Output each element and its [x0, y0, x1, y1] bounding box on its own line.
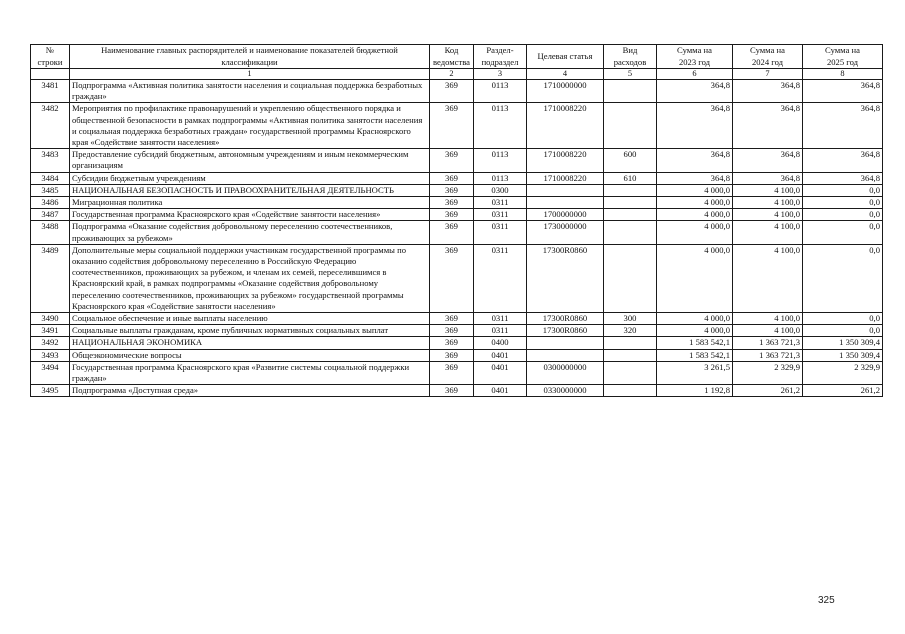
header-sum-2024: Сумма на 2024 год [733, 45, 803, 69]
table-row [31, 361, 883, 384]
sum-2025-cell: 0,0 [803, 244, 883, 312]
table-row [31, 221, 883, 244]
sum-2024-cell: 4 100,0 [733, 325, 803, 337]
sum-2024-cell: 4 100,0 [733, 221, 803, 244]
table-row [31, 209, 883, 221]
name-cell: Подпрограмма «Оказание содействия добровольному переселению соотечественников, проживающих за рубежом» [70, 221, 430, 244]
header-row [31, 45, 883, 69]
header-target-item: Целевая статья [527, 45, 604, 69]
table-row [31, 244, 883, 312]
name-cell: Государственная программа Красноярского края «Развитие системы социальной поддержки граждан» [70, 361, 430, 384]
sum-2025-cell: 261,2 [803, 385, 883, 397]
section-cell: 0311 [474, 244, 527, 312]
expense-type-cell [604, 209, 657, 221]
department-code-cell: 369 [430, 361, 474, 384]
target-item-cell: 17300R0860 [527, 325, 604, 337]
sum-2023-cell: 4 000,0 [657, 325, 733, 337]
sum-2023-cell: 3 261,5 [657, 361, 733, 384]
name-cell: НАЦИОНАЛЬНАЯ ЭКОНОМИКА [70, 337, 430, 349]
row-number-cell: 3492 [31, 337, 70, 349]
row-number-cell: 3483 [31, 149, 70, 172]
sum-2023-cell: 1 583 542,1 [657, 337, 733, 349]
table-row [31, 385, 883, 397]
column-number-row [31, 69, 883, 80]
header-expense-type: Вид расходов [604, 45, 657, 69]
name-cell: Подпрограмма «Доступная среда» [70, 385, 430, 397]
section-cell: 0113 [474, 149, 527, 172]
table-row [31, 184, 883, 196]
sum-2024-cell: 261,2 [733, 385, 803, 397]
section-cell: 0401 [474, 385, 527, 397]
name-cell: Социальные выплаты гражданам, кроме публичных нормативных социальных выплат [70, 325, 430, 337]
section-cell: 0401 [474, 349, 527, 361]
column-number: 3 [474, 69, 527, 80]
department-code-cell: 369 [430, 313, 474, 325]
department-code-cell: 369 [430, 103, 474, 149]
sum-2023-cell: 4 000,0 [657, 244, 733, 312]
department-code-cell: 369 [430, 244, 474, 312]
sum-2023-cell: 364,8 [657, 80, 733, 103]
target-item-cell: 1730000000 [527, 221, 604, 244]
header-section: Раздел- подраздел [474, 45, 527, 69]
row-number-cell: 3485 [31, 184, 70, 196]
target-item-cell [527, 337, 604, 349]
sum-2023-cell: 1 583 542,1 [657, 349, 733, 361]
row-number-cell: 3493 [31, 349, 70, 361]
department-code-cell: 369 [430, 197, 474, 209]
row-number-cell: 3487 [31, 209, 70, 221]
sum-2024-cell: 364,8 [733, 172, 803, 184]
column-number: 1 [70, 69, 430, 80]
target-item-cell: 1710000000 [527, 80, 604, 103]
section-cell: 0311 [474, 209, 527, 221]
budget-sheet [30, 44, 883, 397]
header-department-code: Код ведомства [430, 45, 474, 69]
sum-2024-cell: 4 100,0 [733, 209, 803, 221]
name-cell: НАЦИОНАЛЬНАЯ БЕЗОПАСНОСТЬ И ПРАВООХРАНИТЕЛЬНАЯ ДЕЯТЕЛЬНОСТЬ [70, 184, 430, 196]
sum-2024-cell: 364,8 [733, 149, 803, 172]
sum-2023-cell: 364,8 [657, 149, 733, 172]
sum-2023-cell: 364,8 [657, 103, 733, 149]
department-code-cell: 369 [430, 184, 474, 196]
name-cell: Общеэкономические вопросы [70, 349, 430, 361]
page-number: 325 [818, 595, 835, 606]
header-row-number: № строки [31, 45, 70, 69]
column-number: 7 [733, 69, 803, 80]
expense-type-cell: 600 [604, 149, 657, 172]
sum-2025-cell: 0,0 [803, 313, 883, 325]
header-sum-2025: Сумма на 2025 год [803, 45, 883, 69]
sum-2024-cell: 4 100,0 [733, 244, 803, 312]
department-code-cell: 369 [430, 172, 474, 184]
row-number-cell: 3490 [31, 313, 70, 325]
table-row [31, 172, 883, 184]
section-cell: 0311 [474, 221, 527, 244]
table-row [31, 349, 883, 361]
row-number-cell: 3488 [31, 221, 70, 244]
target-item-cell: 0330000000 [527, 385, 604, 397]
sum-2023-cell: 4 000,0 [657, 197, 733, 209]
sum-2024-cell: 2 329,9 [733, 361, 803, 384]
target-item-cell: 1710008220 [527, 172, 604, 184]
sum-2024-cell: 1 363 721,3 [733, 349, 803, 361]
sum-2025-cell: 0,0 [803, 184, 883, 196]
row-number-cell: 3491 [31, 325, 70, 337]
target-item-cell: 17300R0860 [527, 313, 604, 325]
section-cell: 0113 [474, 172, 527, 184]
table-row [31, 80, 883, 103]
department-code-cell: 369 [430, 385, 474, 397]
section-cell: 0400 [474, 337, 527, 349]
target-item-cell: 1700000000 [527, 209, 604, 221]
sum-2025-cell: 1 350 309,4 [803, 349, 883, 361]
sum-2025-cell: 0,0 [803, 197, 883, 209]
sum-2025-cell: 364,8 [803, 103, 883, 149]
header-name: Наименование главных распорядителей и наименование показателей бюджетной классификации [70, 45, 430, 69]
column-number: 5 [604, 69, 657, 80]
column-number: 2 [430, 69, 474, 80]
column-number [31, 69, 70, 80]
name-cell: Миграционная политика [70, 197, 430, 209]
expense-type-cell [604, 80, 657, 103]
department-code-cell: 369 [430, 149, 474, 172]
name-cell: Субсидии бюджетным учреждениям [70, 172, 430, 184]
department-code-cell: 369 [430, 337, 474, 349]
row-number-cell: 3484 [31, 172, 70, 184]
sum-2024-cell: 4 100,0 [733, 184, 803, 196]
name-cell: Государственная программа Красноярского края «Содействие занятости населения» [70, 209, 430, 221]
sum-2025-cell: 0,0 [803, 209, 883, 221]
table-row [31, 197, 883, 209]
sum-2023-cell: 4 000,0 [657, 184, 733, 196]
table-row [31, 313, 883, 325]
department-code-cell: 369 [430, 80, 474, 103]
expense-type-cell [604, 103, 657, 149]
department-code-cell: 369 [430, 209, 474, 221]
sum-2025-cell: 364,8 [803, 149, 883, 172]
expense-type-cell [604, 349, 657, 361]
row-number-cell: 3486 [31, 197, 70, 209]
sum-2023-cell: 364,8 [657, 172, 733, 184]
sum-2023-cell: 4 000,0 [657, 313, 733, 325]
sum-2024-cell: 4 100,0 [733, 197, 803, 209]
row-number-cell: 3482 [31, 103, 70, 149]
table-row [31, 103, 883, 149]
table-row [31, 149, 883, 172]
expense-type-cell [604, 337, 657, 349]
expense-type-cell: 610 [604, 172, 657, 184]
target-item-cell [527, 197, 604, 209]
section-cell: 0300 [474, 184, 527, 196]
sum-2023-cell: 4 000,0 [657, 209, 733, 221]
sum-2023-cell: 4 000,0 [657, 221, 733, 244]
section-cell: 0311 [474, 197, 527, 209]
department-code-cell: 369 [430, 325, 474, 337]
column-number: 4 [527, 69, 604, 80]
row-number-cell: 3489 [31, 244, 70, 312]
sum-2025-cell: 364,8 [803, 172, 883, 184]
target-item-cell: 1710008220 [527, 149, 604, 172]
sum-2024-cell: 364,8 [733, 80, 803, 103]
sum-2024-cell: 4 100,0 [733, 313, 803, 325]
section-cell: 0113 [474, 103, 527, 149]
sum-2025-cell: 0,0 [803, 325, 883, 337]
column-number: 6 [657, 69, 733, 80]
sum-2025-cell: 364,8 [803, 80, 883, 103]
row-number-cell: 3494 [31, 361, 70, 384]
department-code-cell: 369 [430, 221, 474, 244]
table-row [31, 325, 883, 337]
section-cell: 0311 [474, 313, 527, 325]
header-sum-2023: Сумма на 2023 год [657, 45, 733, 69]
sum-2025-cell: 0,0 [803, 221, 883, 244]
department-code-cell: 369 [430, 349, 474, 361]
name-cell: Подпрограмма «Активная политика занятости населения и социальная поддержка безработных граждан» [70, 80, 430, 103]
table-row [31, 337, 883, 349]
section-cell: 0113 [474, 80, 527, 103]
expense-type-cell [604, 361, 657, 384]
sum-2024-cell: 364,8 [733, 103, 803, 149]
row-number-cell: 3481 [31, 80, 70, 103]
expense-type-cell [604, 184, 657, 196]
target-item-cell [527, 184, 604, 196]
expense-type-cell [604, 221, 657, 244]
target-item-cell: 0300000000 [527, 361, 604, 384]
sum-2023-cell: 1 192,8 [657, 385, 733, 397]
name-cell: Дополнительные меры социальной поддержки участникам государственной программы по оказанию содействия добровольному переселению в Российскую Федерацию соотечественников, проживающих за рубежом, и членам их семей, переселившимся в Красноярский край, в рамках подпрограммы «Оказание содействия добровольному переселению соотечественников, проживающих за рубежом» государственной программы Красноярского края «Содействие занятости населения» [70, 244, 430, 312]
name-cell: Социальное обеспечение и иные выплаты населению [70, 313, 430, 325]
expense-type-cell [604, 197, 657, 209]
target-item-cell [527, 349, 604, 361]
budget-table [30, 44, 883, 397]
column-number: 8 [803, 69, 883, 80]
sum-2024-cell: 1 363 721,3 [733, 337, 803, 349]
sum-2025-cell: 1 350 309,4 [803, 337, 883, 349]
expense-type-cell [604, 244, 657, 312]
target-item-cell: 1710008220 [527, 103, 604, 149]
section-cell: 0311 [474, 325, 527, 337]
sum-2025-cell: 2 329,9 [803, 361, 883, 384]
expense-type-cell [604, 385, 657, 397]
name-cell: Мероприятия по профилактике правонарушений и укреплению общественного порядка и общественной безопасности в рамках подпрограммы «Активная политика занятости населения и социальная поддержка безработных граждан» государственной программы Красноярского края «Содействие занятости населения» [70, 103, 430, 149]
target-item-cell: 17300R0860 [527, 244, 604, 312]
section-cell: 0401 [474, 361, 527, 384]
expense-type-cell: 300 [604, 313, 657, 325]
name-cell: Предоставление субсидий бюджетным, автономным учреждениям и иным некоммерческим организациям [70, 149, 430, 172]
row-number-cell: 3495 [31, 385, 70, 397]
expense-type-cell: 320 [604, 325, 657, 337]
